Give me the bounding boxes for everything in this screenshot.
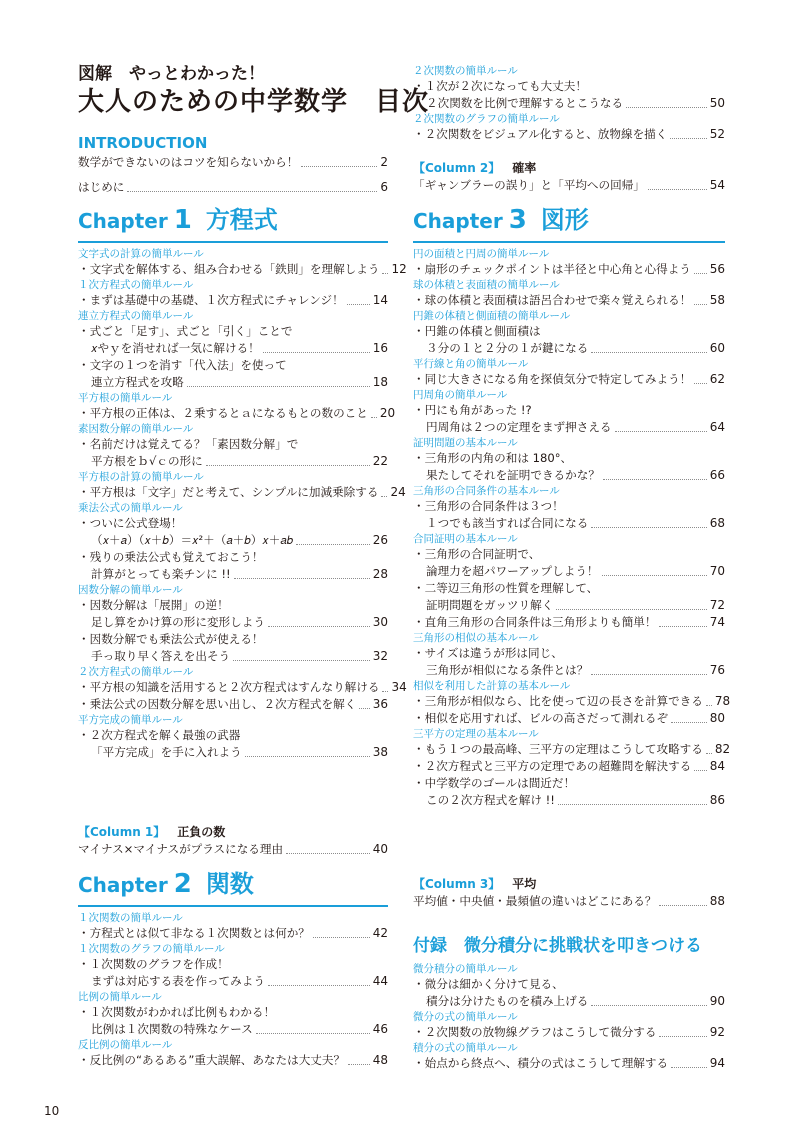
- toc-entry-line[interactable]: [413, 292, 725, 309]
- section-category: 平方完成の簡単ルール: [78, 714, 183, 726]
- entry-text: 円周角は２つの定理をまず押さえる: [426, 420, 612, 434]
- leader-dots: [659, 905, 706, 906]
- toc-entry-line[interactable]: [413, 976, 725, 993]
- column-3-heading: 【Column 3】 平均: [413, 877, 537, 891]
- section-category: 円錐の体積と側面積の簡単ルール: [413, 310, 571, 322]
- entry-text: ・１次が２次になっても大丈夫！: [413, 79, 587, 93]
- entry-text: ・三角形の内角の和は 180°、: [413, 451, 573, 465]
- leader-dots: [556, 609, 706, 610]
- toc-entry-line[interactable]: [78, 744, 388, 761]
- leader-dots: [558, 804, 707, 805]
- page-ref: 6: [380, 180, 388, 194]
- entry-text: ・ついに公式登場！: [78, 516, 183, 530]
- page-ref: 34: [391, 680, 407, 694]
- toc-entry-line[interactable]: [78, 1021, 388, 1038]
- entry-text: まずは対応する表を作ってみよう: [91, 974, 265, 988]
- page-ref: 52: [709, 127, 725, 141]
- section-category: 反比例の簡単ルール: [78, 1039, 173, 1051]
- section-category: ２次方程式の簡単ルール: [78, 666, 194, 678]
- toc-entry-line[interactable]: [78, 179, 388, 196]
- entry-text: ・微分は細かく分けて見る、: [413, 977, 564, 991]
- page-ref: 26: [372, 533, 388, 547]
- chapter-3: [413, 204, 731, 809]
- leader-dots: [626, 107, 707, 108]
- entry-text: この２次方程式を解け !!: [426, 793, 555, 807]
- section-category: 乗法公式の簡単ルール: [78, 502, 183, 514]
- entry-text: ・１次関数のグラフを作成！: [78, 957, 229, 971]
- page-ref: 20: [379, 406, 396, 420]
- leader-dots: [187, 386, 370, 387]
- toc-entry-line[interactable]: [413, 78, 725, 95]
- page-ref: 66: [709, 468, 725, 482]
- entry-text: 足し算をかけ算の形に変形しよう: [91, 615, 265, 629]
- page-ref: 68: [709, 516, 725, 530]
- toc-entry-line[interactable]: [413, 792, 725, 809]
- entry-text: ・サイズは違うが形は同じ、: [413, 646, 563, 660]
- entry-text: はじめに: [78, 180, 125, 194]
- toc-entry-line[interactable]: [413, 563, 725, 580]
- entry-text: ・２次関数をビジュアル化すると、放物線を描く: [413, 127, 668, 141]
- toc-entry-line[interactable]: [413, 1055, 725, 1072]
- toc-entry-line[interactable]: [78, 549, 388, 566]
- toc-entry-line[interactable]: [413, 758, 725, 775]
- toc-entry-line[interactable]: [78, 532, 388, 549]
- toc-entry-line[interactable]: [413, 662, 725, 679]
- leader-dots: [301, 166, 377, 167]
- entry-text: ・文字の１つを消す「代入法」を使って: [78, 358, 287, 372]
- entry-text: ・乗法公式の因数分解を思い出し、２次方程式を解く: [78, 697, 357, 711]
- leader-dots: [256, 1033, 370, 1034]
- toc-entry-line[interactable]: [78, 956, 388, 973]
- leader-dots: [648, 189, 707, 190]
- entry-text: 証明問題をガッツリ解く: [426, 598, 554, 612]
- entry-text: ・始点から終点へ、積分の式はこうして理解する: [413, 1056, 669, 1070]
- section-category: 三角形の合同条件の基本ルール: [413, 485, 560, 497]
- toc-entry-line[interactable]: [78, 405, 396, 422]
- toc-entry-line[interactable]: [78, 841, 388, 858]
- page-ref: 74: [709, 615, 725, 629]
- toc-entry-line[interactable]: [413, 177, 725, 194]
- page-ref: 84: [709, 759, 725, 773]
- toc-entry-line[interactable]: [413, 645, 725, 662]
- chapter-1-heading[interactable]: Chapter 1 方程式: [78, 205, 278, 235]
- entry-text: ・まずは基礎中の基礎、１次方程式にチャレンジ！: [78, 293, 344, 307]
- leader-dots: [603, 479, 707, 480]
- leader-dots: [602, 575, 707, 576]
- entry-text: ・２次方程式を解く最強の武器: [78, 728, 241, 742]
- page-ref: 54: [709, 178, 725, 192]
- toc-entry-line[interactable]: [78, 973, 388, 990]
- toc-entry-line[interactable]: [413, 580, 725, 597]
- page-ref: 90: [709, 994, 725, 1008]
- page-ref: 24: [390, 485, 406, 499]
- entry-text: （𝑥＋𝑎）（𝑥＋𝑏）＝𝑥²＋（𝑎＋𝑏）𝑥＋𝑎𝑏: [91, 533, 294, 547]
- toc-entry-line[interactable]: [78, 631, 388, 648]
- page-ref: 94: [709, 1056, 725, 1070]
- section-category: １次関数の簡単ルール: [78, 912, 183, 924]
- toc-entry-line[interactable]: [78, 515, 388, 532]
- entry-text: 三角形が相似になる条件とは？: [426, 663, 589, 677]
- entry-text: 果たしてそれを証明できるかな？: [426, 468, 600, 482]
- entry-text: 数学ができないのはコツを知らないから！: [78, 155, 299, 169]
- toc-entry-line[interactable]: [78, 323, 388, 340]
- toc-entry-line[interactable]: [413, 95, 725, 112]
- entry-text: ・同じ大きさになる角を探偵気分で特定してみよう！: [413, 372, 692, 386]
- toc-entry-line[interactable]: [413, 546, 725, 563]
- toc-header: [78, 64, 430, 118]
- leader-dots: [268, 626, 370, 627]
- toc-entry-line[interactable]: [78, 597, 388, 614]
- entry-text: ・直角三角形の合同条件は三角形よりも簡単！: [413, 615, 657, 629]
- entry-text: 計算がとっても楽チンに !!: [91, 567, 231, 581]
- leader-dots: [348, 1064, 370, 1065]
- toc-entry-line[interactable]: [413, 741, 731, 758]
- section-category: 相似を利用した計算の基本ルール: [413, 680, 571, 692]
- leader-dots: [694, 304, 706, 305]
- leader-dots: [382, 273, 388, 274]
- toc-entry-line[interactable]: [413, 450, 725, 467]
- page-ref: 72: [709, 598, 725, 612]
- entry-text: ・２次関数の放物線グラフはこうして微分する: [413, 1025, 657, 1039]
- leader-dots: [615, 431, 707, 432]
- entry-text: ・１次関数がわかれば比例もわかる！: [78, 1005, 276, 1019]
- entry-text: 「ギャンブラーの誤り」と「平均への回帰」: [413, 178, 645, 192]
- entry-text: 平均値・中央値・最頻値の違いはどこにある？: [413, 894, 657, 908]
- chapter-3-heading[interactable]: Chapter 3 図形: [413, 205, 589, 235]
- toc-entry-line[interactable]: [78, 154, 388, 171]
- section-category: 円周角の簡単ルール: [413, 389, 508, 401]
- leader-dots: [286, 853, 370, 854]
- entry-text: ・もう１つの最高峰、三平方の定理はこうして攻略する: [413, 742, 703, 756]
- page-ref: 58: [709, 293, 725, 307]
- entry-text: ・因数分解でも乗法公式が使える！: [78, 632, 264, 646]
- entry-text: 「平方完成」を手に入れよう: [91, 745, 242, 759]
- chapter-2-rule: [78, 905, 388, 907]
- section-category: ２次関数のグラフの簡単ルール: [413, 113, 560, 125]
- page-ref: 70: [709, 564, 725, 578]
- toc-entry-line[interactable]: [413, 340, 725, 357]
- entry-text: ・方程式とは似て非なる１次関数とは何か？: [78, 926, 310, 940]
- entry-text: ・三角形の合同条件は３つ！: [413, 499, 564, 513]
- page-number: 10: [44, 1104, 60, 1118]
- chapter-2: [78, 868, 388, 1069]
- entry-text: ３分の１と２分の１が鍵になる: [426, 341, 589, 355]
- chapter-1-rule: [78, 241, 388, 243]
- leader-dots: [382, 691, 388, 692]
- toc-entry-line[interactable]: [413, 467, 725, 484]
- page-ref: 30: [372, 615, 388, 629]
- section-category: １次方程式の簡単ルール: [78, 279, 194, 291]
- entry-text: 積分は分けたものを積み上げる: [426, 994, 589, 1008]
- entry-text: ・円にも角があった !?: [413, 403, 532, 417]
- leader-dots: [694, 383, 706, 384]
- column-2-heading: 【Column 2】 確率: [413, 161, 537, 175]
- toc-entry-line[interactable]: [413, 893, 725, 910]
- toc-entry-line[interactable]: [78, 614, 388, 631]
- section-category: 証明問題の基本ルール: [413, 437, 518, 449]
- leader-dots: [371, 417, 377, 418]
- entry-text: ・因数分解は「展開」の逆！: [78, 598, 229, 612]
- section-category: ２次関数の簡単ルール: [413, 65, 518, 77]
- leader-dots: [659, 1036, 706, 1037]
- toc-entry-line[interactable]: [413, 261, 725, 278]
- section-category: 積分の式の簡単ルール: [413, 1042, 518, 1054]
- introduction-heading: INTRODUCTION: [78, 134, 208, 152]
- section-category: 円の面積と円周の簡単ルール: [413, 248, 550, 260]
- page-ref: 82: [714, 742, 731, 756]
- entry-text: １つでも該当すれば合同になる: [426, 516, 589, 530]
- toc-entry-line[interactable]: [78, 648, 388, 665]
- entry-text: ・２次方程式と三平方の定理であの超難問を解決する: [413, 759, 692, 773]
- leader-dots: [234, 578, 370, 579]
- page-ref: 48: [372, 1053, 388, 1067]
- leader-dots: [268, 985, 370, 986]
- book-subtitle: 図解 やっとわかった！: [78, 64, 265, 84]
- page-ref: 60: [709, 341, 725, 355]
- toc-entry-line[interactable]: [78, 696, 388, 713]
- entry-text: 平方根をｂ√ｃの形に: [91, 454, 203, 468]
- entry-text: 手っ取り早く答えを出そう: [91, 649, 231, 663]
- toc-entry-line[interactable]: [78, 925, 388, 942]
- toc-entry-line[interactable]: [78, 453, 388, 470]
- leader-dots: [381, 496, 387, 497]
- section-category: 文字式の計算の簡単ルール: [78, 248, 204, 260]
- leader-dots: [670, 138, 706, 139]
- toc-entry-line[interactable]: [78, 1052, 388, 1069]
- column-3: [413, 876, 725, 910]
- page-ref: 32: [372, 649, 388, 663]
- section-category: 球の体積と表面積の簡単ルール: [413, 279, 560, 291]
- entry-text: 論理力を超パワーアップしよう！: [426, 564, 599, 578]
- toc-entry-line[interactable]: [413, 371, 725, 388]
- leader-dots: [659, 626, 706, 627]
- page-ref: 64: [709, 420, 725, 434]
- entry-text: マイナス×マイナスがプラスになる理由: [78, 842, 284, 856]
- column-1: [78, 824, 388, 858]
- leader-dots: [296, 544, 370, 545]
- toc-entry-line[interactable]: [78, 484, 406, 501]
- entry-text: ・反比例の“あるある”重大誤解、あなたは大丈夫？: [78, 1053, 346, 1067]
- toc-entry-line[interactable]: [413, 775, 725, 792]
- section-category: １次関数のグラフの簡単ルール: [78, 943, 225, 955]
- toc-entry-line[interactable]: [78, 1004, 388, 1021]
- leader-dots: [706, 705, 712, 706]
- section-category: 平行線と角の簡単ルール: [413, 358, 529, 370]
- toc-entry-line[interactable]: [413, 614, 725, 631]
- leader-dots: [127, 191, 377, 192]
- entry-text: 連立方程式を攻略: [91, 375, 184, 389]
- introduction-section: [78, 134, 388, 196]
- section-category: 微分の式の簡単ルール: [413, 1011, 518, 1023]
- page-ref: 28: [372, 567, 388, 581]
- appendix-heading[interactable]: 付録 微分積分に挑戦状を叩きつける: [413, 936, 702, 956]
- section-category: 合同証明の基本ルール: [413, 533, 518, 545]
- section-category: 三角形の相似の基本ルール: [413, 632, 539, 644]
- page-ref: 46: [372, 1022, 388, 1036]
- page-ref: 44: [372, 974, 388, 988]
- page-ref: 56: [709, 262, 725, 276]
- toc-entry-line[interactable]: [413, 402, 725, 419]
- entry-text: ・三角形の合同証明で、: [413, 547, 541, 561]
- toc-entry-line[interactable]: [413, 126, 725, 143]
- entry-text: 比例は１次関数の特殊なケース: [91, 1022, 253, 1036]
- leader-dots: [694, 770, 706, 771]
- entry-text: ・二等辺三角形の性質を理解して、: [413, 581, 599, 595]
- page-ref: 22: [372, 454, 388, 468]
- entry-text: ・平方根の知識を活用すると２次方程式はすんなり解ける: [78, 680, 380, 694]
- page-ref: 38: [372, 745, 388, 759]
- leader-dots: [694, 273, 707, 274]
- chapter-3-rule: [413, 241, 725, 243]
- toc-entry-line[interactable]: [78, 566, 388, 583]
- toc-entry-line[interactable]: [78, 357, 388, 374]
- page-ref: 14: [372, 293, 388, 307]
- entry-text: ・円錐の体積と側面積は: [413, 324, 541, 338]
- leader-dots: [206, 465, 370, 466]
- entry-text: ・文字式を解体する、組み合わせる「鉄則」を理解しよう: [78, 262, 380, 276]
- book-title: 大人のための中学数学 目次: [78, 87, 430, 117]
- section-category: 因数分解の簡単ルール: [78, 584, 183, 596]
- section-category: 微分積分の簡単ルール: [413, 963, 518, 975]
- entry-text: ・平方根の正体は、２乗するとａになるもとの数のこと: [78, 406, 368, 420]
- leader-dots: [671, 1067, 707, 1068]
- leader-dots: [591, 674, 706, 675]
- page-ref: 78: [714, 694, 731, 708]
- entry-text: ・相似を応用すれば、ビルの高さだって測れるぞ: [413, 711, 669, 725]
- entry-text: ・球の体積と表面積は語呂合わせで楽々覚えられる！: [413, 293, 692, 307]
- entry-text: ・平方根は「文字」だと考えて、シンプルに加減乗除する: [78, 485, 379, 499]
- page-ref: 50: [709, 96, 725, 110]
- leader-dots: [233, 660, 370, 661]
- toc-entry-line[interactable]: [413, 597, 725, 614]
- chapter-1: [78, 204, 407, 761]
- toc-entry-line[interactable]: [413, 693, 731, 710]
- column-1-heading: 【Column 1】 正負の数: [78, 825, 226, 839]
- page-ref: 62: [709, 372, 725, 386]
- toc-entry-line[interactable]: [78, 261, 407, 278]
- toc-entry-line[interactable]: [413, 710, 725, 727]
- toc-entry-line[interactable]: [78, 679, 407, 696]
- leader-dots: [671, 722, 707, 723]
- page-ref: 2: [380, 155, 388, 169]
- entry-text: ・三角形が相似なら、比を使って辺の長さを計算できる: [413, 694, 703, 708]
- entry-text: ２次関数を比例で理解するとこうなる: [426, 96, 624, 110]
- toc-entry-line[interactable]: [78, 340, 388, 357]
- leader-dots: [313, 937, 370, 938]
- leader-dots: [347, 304, 370, 305]
- entry-text: 𝑥やｙを消せれば一気に解ける！: [91, 341, 260, 355]
- toc-entry-line[interactable]: [78, 292, 388, 309]
- toc-entry-line[interactable]: [413, 498, 725, 515]
- toc-entry-line[interactable]: [78, 374, 388, 391]
- toc-entry-line[interactable]: [413, 993, 725, 1010]
- toc-entry-line[interactable]: [78, 727, 388, 744]
- page-ref: 18: [372, 375, 388, 389]
- leader-dots: [591, 527, 706, 528]
- entry-text: ・残りの乗法公式も覚えておこう！: [78, 550, 264, 564]
- entry-text: ・式ごと「足す」、式ごと「引く」ことで: [78, 324, 293, 338]
- chapter-2-continued: [413, 64, 725, 143]
- page-ref: 92: [709, 1025, 725, 1039]
- page-ref: 86: [709, 793, 725, 807]
- section-category: 三平方の定理の基本ルール: [413, 728, 539, 740]
- leader-dots: [359, 708, 369, 709]
- chapter-2-heading[interactable]: Chapter 2 関数: [78, 869, 254, 899]
- section-category: 平方根の計算の簡単ルール: [78, 471, 204, 483]
- appendix: [413, 934, 725, 1072]
- column-2: [413, 160, 725, 194]
- toc-entry-line[interactable]: [413, 323, 725, 340]
- toc-entry-line[interactable]: [78, 436, 388, 453]
- leader-dots: [706, 753, 712, 754]
- entry-text: ・名前だけは覚えてる？「素因数分解」で: [78, 437, 299, 451]
- toc-entry-line[interactable]: [413, 419, 725, 436]
- page-ref: 16: [372, 341, 388, 355]
- leader-dots: [591, 1005, 706, 1006]
- page-ref: 88: [709, 894, 725, 908]
- page-ref: 42: [372, 926, 388, 940]
- leader-dots: [245, 756, 370, 757]
- page-ref: 36: [372, 697, 388, 711]
- page-ref: 80: [709, 711, 725, 725]
- section-category: 平方根の簡単ルール: [78, 392, 173, 404]
- page-ref: 12: [391, 262, 407, 276]
- page-ref: 76: [709, 663, 725, 677]
- entry-text: ・中学数学のゴールは間近だ！: [413, 776, 576, 790]
- toc-entry-line[interactable]: [413, 515, 725, 532]
- page-ref: 40: [372, 842, 388, 856]
- leader-dots: [263, 352, 370, 353]
- section-category: 素因数分解の簡単ルール: [78, 423, 194, 435]
- section-category: 連立方程式の簡単ルール: [78, 310, 194, 322]
- entry-text: ・扇形のチェックポイントは半径と中心角と心得よう: [413, 262, 691, 276]
- toc-entry-line[interactable]: [413, 1024, 725, 1041]
- section-category: 比例の簡単ルール: [78, 991, 162, 1003]
- leader-dots: [591, 352, 706, 353]
